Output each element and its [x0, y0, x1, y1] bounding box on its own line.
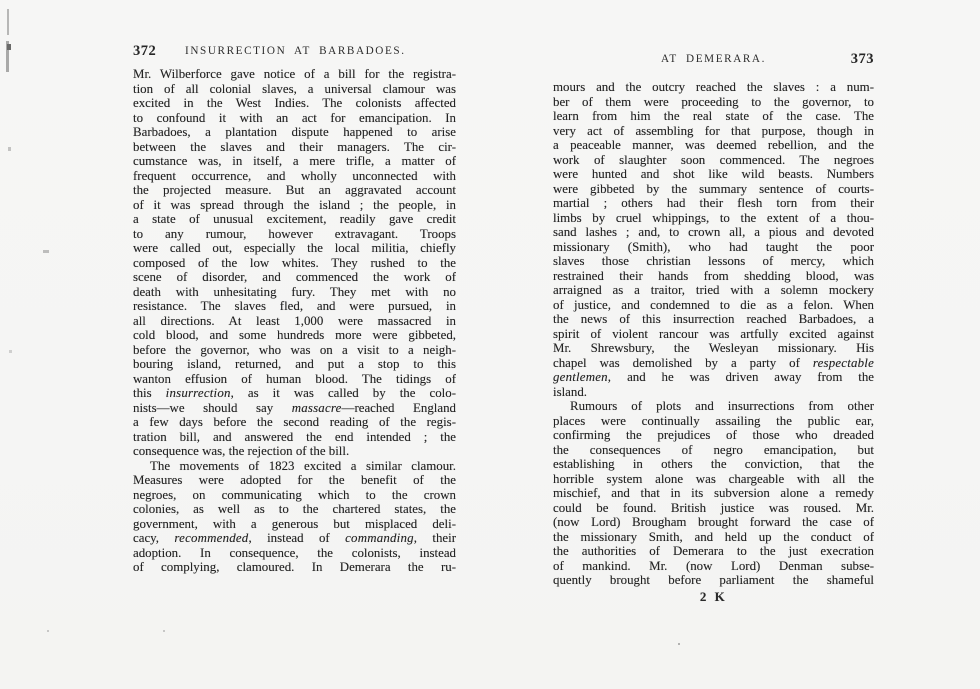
- scan-artifact: [7, 9, 9, 35]
- text-line: mours and the outcry reached the slaves : a num-: [553, 80, 874, 94]
- left-page: [133, 45, 456, 575]
- text-line: scene of disorder, and commenced the work of: [133, 270, 456, 284]
- text-line: nists—we should say massacre—reached England: [133, 400, 456, 415]
- text-line: mischief, and that in its subversion alone a remedy: [553, 486, 874, 500]
- right-page-number: 373: [850, 51, 874, 67]
- text-line: arraigned as a traitor, tried with a solemn mockery: [553, 283, 874, 297]
- text-line: horrible system alone was chargeable with all the: [553, 471, 874, 486]
- text-line: Mr. Wilberforce gave notice of a bill for the registra-: [133, 67, 456, 81]
- text-line: tration bill, and answered the end intended ; the: [133, 429, 456, 444]
- text-line: Measures were adopted for the benefit of the: [133, 473, 456, 487]
- text-line: (now Lord) Brougham brought forward the case of: [553, 515, 874, 529]
- text-line: cumstance was, in itself, a mere trifle, a matter of: [133, 154, 456, 168]
- right-page-header: [553, 53, 874, 67]
- text-line: could be found. British justice was roused. Mr.: [553, 500, 874, 515]
- text-line: missionary (Smith), who had taught the poor: [553, 239, 874, 254]
- text-line: the missionary Smith, and held up the conduct of: [553, 529, 874, 544]
- text-line: tion of all colonial slaves, a universal clamour was: [133, 81, 456, 96]
- text-line: work of slaughter soon commenced. The negroes: [553, 152, 874, 167]
- text-line: ber of them were proceeding to the governor, to: [553, 94, 874, 109]
- text-line: resistance. The slaves fled, and were pursued, in: [133, 299, 456, 313]
- text-line: of complying, clamoured. In Demerara the ru-: [133, 560, 456, 574]
- text-line: composed of the low whites. They rushed to the: [133, 255, 456, 270]
- scan-artifact: [43, 250, 49, 253]
- text-line: Rumours of plots and insurrections from other: [570, 399, 874, 413]
- scan-artifact: [678, 643, 680, 645]
- text-line: of justice, and condemned to die as a felon. When: [553, 297, 874, 312]
- text-line: adoption. In consequence, the colonists, instead: [133, 545, 456, 560]
- right-page-body: [553, 80, 874, 588]
- right-running-header: AT DEMERARA.: [660, 53, 767, 65]
- text-line: excited in the West Indies. The colonists affected: [133, 96, 456, 110]
- text-line: slaves those christian lessons of mercy, which: [553, 254, 874, 268]
- left-page-number: 372: [133, 43, 157, 59]
- text-line: this insurrection, as it was called by the colo-: [133, 386, 456, 400]
- text-line: cold blood, and some hundreds more were gibbeted,: [133, 328, 456, 342]
- text-line: Mr. Shrewsbury, the Wesleyan missionary. His: [553, 341, 874, 355]
- text-line: the consequences of negro emancipation, but: [553, 442, 874, 457]
- right-page: [553, 53, 874, 605]
- text-line: frequent occurrence, and wholly unconnected with: [133, 168, 456, 183]
- text-line: establishing in others the conviction, that the: [553, 457, 874, 471]
- text-line: all directions. At least 1,000 were massacred in: [133, 313, 456, 328]
- text-line: of it was spread through the island ; the people, in: [133, 197, 456, 212]
- left-page-body: [133, 67, 456, 575]
- text-line: colonies, as well as to the chartered states, the: [133, 502, 456, 516]
- text-line: before the governor, who was on a visit to a neigh-: [133, 342, 456, 357]
- text-line: The movements of 1823 excited a similar clamour.: [150, 458, 456, 473]
- text-line: government, with a generous but misplaced deli-: [133, 516, 456, 531]
- text-line: very act of assembling for that purpose, though in: [553, 123, 874, 138]
- text-line: were called out, especially the local militia, chiefly: [133, 241, 456, 255]
- text-line: learn from him the real state of the case. The: [553, 109, 874, 123]
- text-line: bouring island, returned, and put a stop to this: [133, 357, 456, 371]
- text-line: sand lashes ; and, to crown all, a pious and devoted: [553, 225, 874, 239]
- text-line: chapel was demolished by a party of respectable: [553, 355, 874, 370]
- text-line: a few days before the second reading of the regis-: [133, 415, 456, 429]
- text-line: quently brought before parliament the shameful: [553, 573, 874, 587]
- text-line: death with unhesitating fury. They met with no: [133, 284, 456, 299]
- scan-artifact: [163, 630, 165, 632]
- text-line: a state of unusual excitement, readily gave credit: [133, 212, 456, 226]
- text-line: a peaceable manner, was deemed rebellion, and the: [553, 138, 874, 152]
- scan-artifact: [47, 630, 49, 632]
- text-line: martial ; others had their flesh torn from their: [553, 196, 874, 210]
- text-line: restrained their hands from shedding blood, was: [553, 268, 874, 283]
- text-line: to confound it with an act for emancipation. In: [133, 110, 456, 125]
- text-line: Barbadoes, a plantation dispute happened to arise: [133, 125, 456, 139]
- text-line: were hunted and shot like wild beasts. Numbers: [553, 167, 874, 181]
- signature-mark: 2 K: [699, 588, 728, 604]
- text-line: to any rumour, however extravagant. Troops: [133, 226, 456, 241]
- text-line: limbs by cruel whippings, to the extent of a thou-: [553, 210, 874, 225]
- text-line: confirming the prejudices of those who dreaded: [553, 428, 874, 442]
- text-line: places were continually assailing the public ear,: [553, 413, 874, 428]
- text-line: consequence was, the rejection of the bill.: [133, 444, 350, 458]
- text-line: the authorities of Demerara to the just execration: [553, 544, 874, 558]
- scan-artifact: [9, 350, 12, 353]
- text-line: negroes, on communicating which to the crown: [133, 487, 456, 502]
- text-line: spirit of violent rancour was artfully excited against: [553, 326, 874, 341]
- text-line: the projected measure. But an aggravated account: [133, 183, 456, 197]
- text-line: of mankind. Mr. (now Lord) Denman subse-: [553, 558, 874, 573]
- left-page-header: [133, 45, 456, 59]
- text-line: wanton effusion of human blood. The tidings of: [133, 371, 456, 386]
- text-line: cacy, recommended, instead of commanding, their: [133, 531, 456, 545]
- text-line: island.: [553, 384, 588, 399]
- text-line: the news of this insurrection reached Barbadoes, a: [553, 312, 874, 326]
- left-running-header: INSURRECTION AT BARBADOES.: [185, 45, 406, 57]
- text-line: were gibbeted by the summary sentence of courts-: [553, 181, 874, 196]
- text-line: gentlemen, and he was driven away from the: [553, 370, 874, 384]
- scan-artifact: [8, 147, 11, 151]
- text-line: between the slaves and their managers. The cir-: [133, 139, 456, 154]
- scan-artifact: [7, 44, 11, 50]
